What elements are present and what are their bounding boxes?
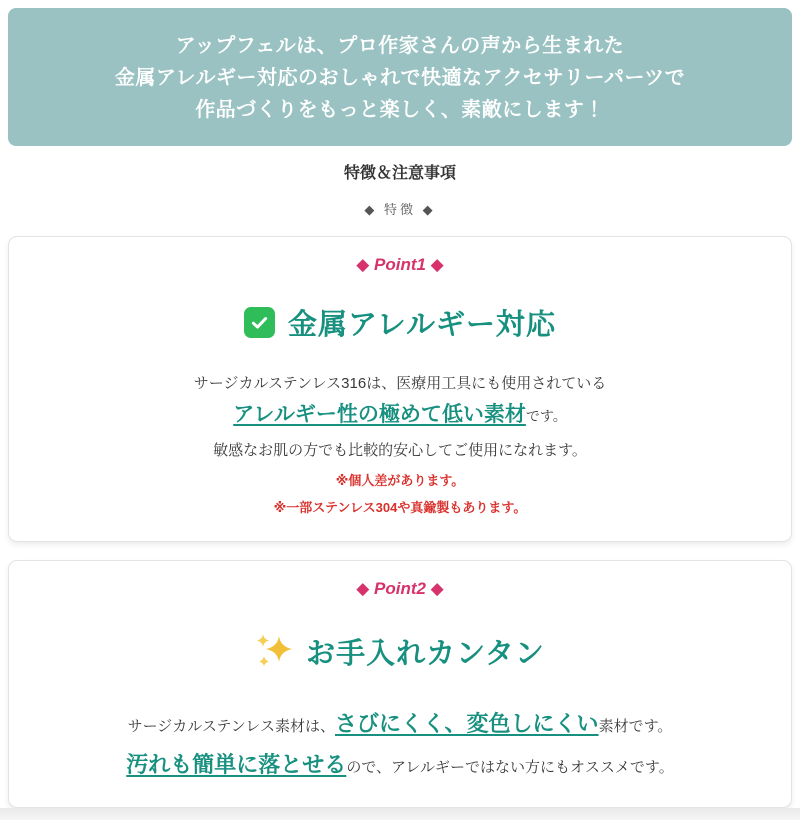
hero-banner [8, 8, 792, 146]
check-box-icon [244, 307, 275, 338]
point1-body-line3: 敏感なお肌の方でも比較的安心してご使用になれます。 [213, 442, 587, 459]
section-subtitle: ◆ 特徴 ◆ [364, 202, 436, 217]
point2-card [8, 560, 792, 808]
point1-note-2: ※一部ステンレス304や真鍮製もあります。 [273, 500, 527, 515]
point2-line2-highlight: 汚れも簡単に落とせる [126, 752, 347, 777]
product-description-page [0, 8, 800, 808]
point2-heading: お手入れカンタン [306, 637, 545, 670]
banner-line-2: 金属アレルギー対応のおしゃれで快適なアクセサリーパーツで [114, 67, 686, 89]
point1-card [8, 236, 792, 542]
banner-line-1: アップフェルは、プロ作家さんの声から生まれた [175, 35, 625, 57]
point2-label: ◆ Point2 ◆ [356, 579, 444, 598]
point1-heading: 金属アレルギー対応 [287, 308, 557, 341]
point1-heading-row [244, 302, 556, 342]
point1-note-1: ※個人差があります。 [335, 473, 465, 488]
sparkles-icon [255, 632, 293, 670]
point2-body-line2 [126, 748, 673, 785]
point2-line1-prefix: サージカルステンレス素材は、 [127, 718, 335, 735]
point2-body-line1 [128, 707, 673, 744]
point2-line2-suffix: ので、アレルギーではない方にもオススメです。 [346, 759, 674, 776]
point2-heading-row [255, 631, 545, 671]
point2-line1-suffix: 素材です。 [598, 718, 673, 735]
point1-body-line1: サージカルステンレス316は、医療用工具にも使用されている [193, 375, 607, 392]
point1-body-line2 [233, 398, 567, 434]
next-section-edge [0, 808, 800, 820]
banner-line-3: 作品づくりをもっと楽しく、素敵にします！ [195, 99, 605, 121]
section-title: 特徴＆注意事項 [343, 165, 456, 182]
point1-highlight: アレルギー性の極めて低い素材 [233, 403, 526, 426]
point2-line1-highlight: さびにくく、変色しにくい [335, 711, 599, 736]
point1-line2-rest: です。 [525, 408, 567, 424]
point1-label: ◆ Point1 ◆ [356, 255, 444, 274]
